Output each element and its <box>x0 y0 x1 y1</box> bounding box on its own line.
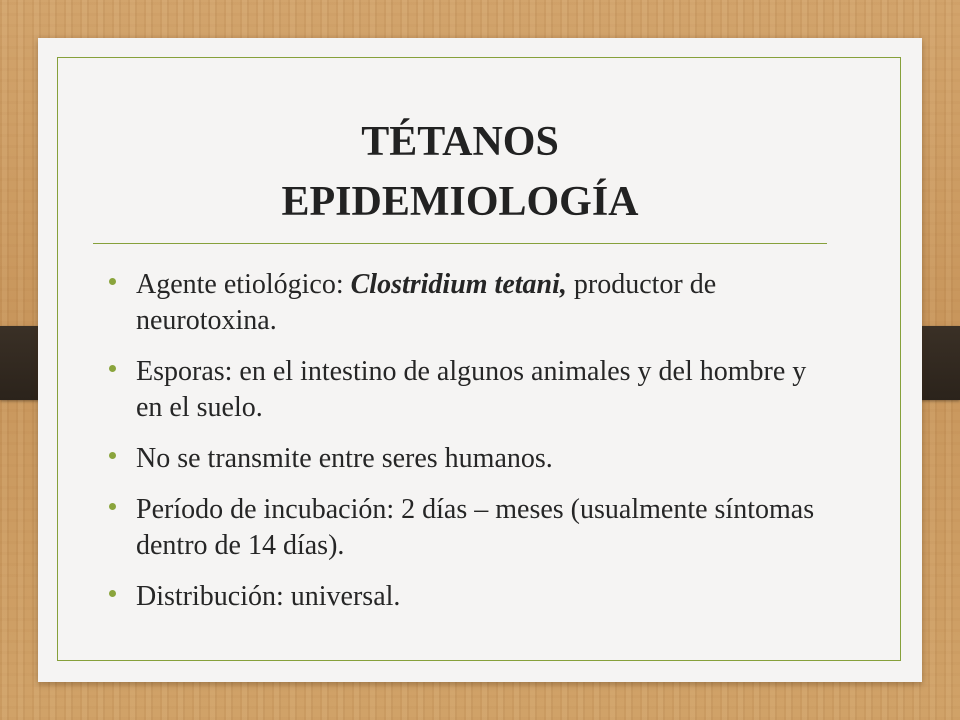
bullet-dot-icon <box>109 278 116 285</box>
bullet-text-suffix: productor de neurotoxina. <box>136 269 717 336</box>
title-line-2: EPIDEMIOLOGÍA <box>281 179 639 225</box>
bullet-dot-icon <box>109 503 116 510</box>
bullet-text: Período de incubación: 2 días – meses (usualmente síntomas dentro de 14 días). <box>136 494 815 561</box>
bullet-text: Agente etiológico: <box>136 269 351 300</box>
bullet-list <box>136 267 836 630</box>
bullet-item-agent <box>136 267 836 339</box>
organism-name: Clostridium tetani, <box>350 269 567 300</box>
bullet-item-distribution <box>136 579 836 615</box>
bullet-dot-icon <box>109 590 116 597</box>
title-line-1: TÉTANOS <box>361 119 559 165</box>
bullet-text: Esporas: en el intestino de algunos animales y del hombre y en el suelo. <box>136 356 807 423</box>
title-divider <box>93 243 827 244</box>
slide-paper <box>38 38 922 682</box>
bullet-dot-icon <box>109 365 116 372</box>
bullet-text: Distribución: universal. <box>136 581 401 612</box>
bullet-text: No se transmite entre seres humanos. <box>136 443 553 474</box>
bullet-item-incubation <box>136 492 836 564</box>
bullet-item-transmission <box>136 441 836 477</box>
bullet-dot-icon <box>109 452 116 459</box>
slide-title <box>98 112 822 232</box>
bullet-item-spores <box>136 354 836 426</box>
